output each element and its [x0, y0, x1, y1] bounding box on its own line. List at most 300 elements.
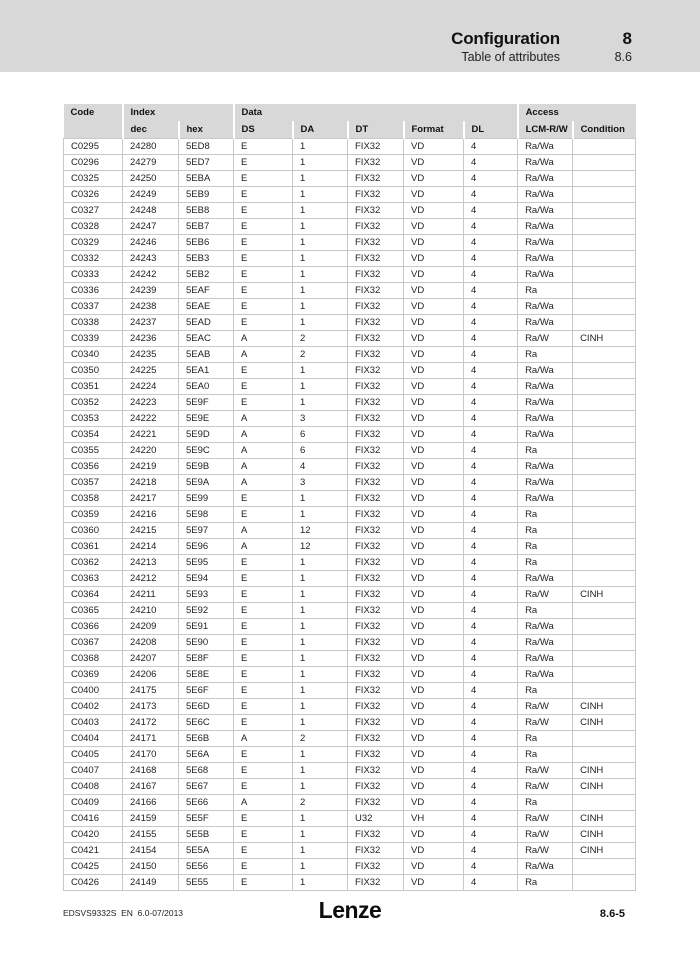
table-cell: C0363: [64, 570, 123, 586]
table-cell: [573, 682, 636, 698]
table-cell: Ra: [518, 746, 573, 762]
table-cell: VD: [404, 186, 464, 202]
table-cell: E: [234, 762, 293, 778]
table-cell: 24219: [123, 458, 179, 474]
table-row: [64, 346, 636, 362]
table-cell: VD: [404, 314, 464, 330]
table-cell: 4: [464, 778, 518, 794]
table-cell: 4: [464, 426, 518, 442]
table-cell: VD: [404, 794, 464, 810]
table-row: [64, 682, 636, 698]
table-cell: [573, 570, 636, 586]
table-cell: VD: [404, 522, 464, 538]
table-cell: 5ED8: [179, 138, 234, 154]
table-cell: 1: [293, 682, 348, 698]
table-cell: 24155: [123, 826, 179, 842]
table-cell: 4: [464, 202, 518, 218]
table-cell: E: [234, 746, 293, 762]
table-cell: 12: [293, 538, 348, 554]
table-cell: 24236: [123, 330, 179, 346]
table-row: [64, 842, 636, 858]
table-row: [64, 170, 636, 186]
table-cell: VD: [404, 538, 464, 554]
table-cell: 24172: [123, 714, 179, 730]
table-cell: FIX32: [348, 506, 404, 522]
table-cell: VD: [404, 730, 464, 746]
table-row: [64, 138, 636, 154]
table-cell: Ra/Wa: [518, 250, 573, 266]
table-cell: E: [234, 506, 293, 522]
table-cell: 4: [464, 698, 518, 714]
table-cell: Ra: [518, 346, 573, 362]
table-cell: VD: [404, 426, 464, 442]
table-cell: E: [234, 154, 293, 170]
table-cell: FIX32: [348, 218, 404, 234]
table-cell: VH: [404, 810, 464, 826]
page-subtitle: Table of attributes: [461, 50, 560, 64]
table-cell: 4: [464, 714, 518, 730]
table-cell: 4: [464, 250, 518, 266]
table-cell: FIX32: [348, 666, 404, 682]
table-cell: A: [234, 794, 293, 810]
table-cell: FIX32: [348, 394, 404, 410]
table-cell: VD: [404, 378, 464, 394]
table-cell: 5EB3: [179, 250, 234, 266]
table-cell: VD: [404, 410, 464, 426]
table-cell: 6: [293, 442, 348, 458]
table-cell: [573, 618, 636, 634]
table-cell: 4: [464, 874, 518, 890]
table-cell: Ra/W: [518, 586, 573, 602]
table-cell: 4: [464, 298, 518, 314]
table-cell: 24168: [123, 762, 179, 778]
table-row: [64, 778, 636, 794]
table-cell: 4: [464, 586, 518, 602]
table-row: [64, 378, 636, 394]
table-cell: C0362: [64, 554, 123, 570]
table-cell: 24149: [123, 874, 179, 890]
table-cell: [573, 218, 636, 234]
table-cell: 1: [293, 394, 348, 410]
table-cell: [573, 186, 636, 202]
table-cell: FIX32: [348, 378, 404, 394]
table-cell: 4: [464, 842, 518, 858]
table-cell: 4: [464, 746, 518, 762]
table-cell: VD: [404, 298, 464, 314]
table-cell: Ra/W: [518, 330, 573, 346]
table-cell: VD: [404, 362, 464, 378]
table-cell: 4: [464, 394, 518, 410]
table-cell: [573, 250, 636, 266]
table-cell: Ra: [518, 602, 573, 618]
table-cell: 24235: [123, 346, 179, 362]
table-row: [64, 858, 636, 874]
table-cell: C0296: [64, 154, 123, 170]
table-cell: E: [234, 314, 293, 330]
table-cell: 1: [293, 362, 348, 378]
table-cell: 1: [293, 618, 348, 634]
document-id: EDSVS9332S EN 6.0-07/2013: [63, 908, 184, 918]
table-cell: 1: [293, 714, 348, 730]
table-cell: E: [234, 618, 293, 634]
table-cell: [573, 746, 636, 762]
table-cell: [573, 442, 636, 458]
table-row: [64, 794, 636, 810]
table-cell: 5EBA: [179, 170, 234, 186]
table-cell: FIX32: [348, 842, 404, 858]
table-cell: A: [234, 346, 293, 362]
table-cell: 5E90: [179, 634, 234, 650]
table-cell: C0366: [64, 618, 123, 634]
table-cell: FIX32: [348, 250, 404, 266]
table-cell: FIX32: [348, 442, 404, 458]
table-cell: 4: [464, 282, 518, 298]
table-cell: C0354: [64, 426, 123, 442]
table-cell: 3: [293, 410, 348, 426]
table-cell: 24213: [123, 554, 179, 570]
table-cell: 5EAF: [179, 282, 234, 298]
table-cell: FIX32: [348, 314, 404, 330]
table-cell: VD: [404, 778, 464, 794]
table-cell: Ra/Wa: [518, 314, 573, 330]
table-cell: [573, 394, 636, 410]
table-cell: C0369: [64, 666, 123, 682]
table-cell: FIX32: [348, 266, 404, 282]
table-cell: C0338: [64, 314, 123, 330]
column-header-condition: Condition: [573, 121, 636, 138]
table-cell: 24207: [123, 650, 179, 666]
section-number: 8.6: [614, 50, 632, 64]
table-cell: Ra/Wa: [518, 138, 573, 154]
table-cell: 5E98: [179, 506, 234, 522]
table-cell: E: [234, 698, 293, 714]
table-cell: FIX32: [348, 234, 404, 250]
table-cell: 1: [293, 282, 348, 298]
table-cell: CINH: [573, 586, 636, 602]
table-row: [64, 650, 636, 666]
table-cell: C0402: [64, 698, 123, 714]
table-cell: 24173: [123, 698, 179, 714]
table-cell: [573, 362, 636, 378]
table-cell: 6: [293, 426, 348, 442]
table-cell: 24221: [123, 426, 179, 442]
column-group-index: Index: [123, 104, 234, 121]
table-cell: 5E68: [179, 762, 234, 778]
table-cell: E: [234, 810, 293, 826]
table-cell: 4: [464, 858, 518, 874]
table-cell: E: [234, 554, 293, 570]
table-cell: FIX32: [348, 682, 404, 698]
table-cell: Ra/Wa: [518, 202, 573, 218]
table-row: [64, 362, 636, 378]
table-cell: FIX32: [348, 874, 404, 890]
table-cell: FIX32: [348, 618, 404, 634]
table-cell: [573, 506, 636, 522]
table-cell: VD: [404, 698, 464, 714]
table-row: [64, 186, 636, 202]
table-cell: E: [234, 266, 293, 282]
table-cell: E: [234, 874, 293, 890]
table-cell: E: [234, 138, 293, 154]
table-cell: 1: [293, 570, 348, 586]
table-cell: E: [234, 298, 293, 314]
table-cell: C0337: [64, 298, 123, 314]
table-cell: C0325: [64, 170, 123, 186]
table-cell: Ra: [518, 682, 573, 698]
table-cell: 4: [464, 634, 518, 650]
table-row: [64, 698, 636, 714]
table-cell: Ra/Wa: [518, 298, 573, 314]
table-row: [64, 570, 636, 586]
table-cell: 4: [464, 314, 518, 330]
table-cell: FIX32: [348, 474, 404, 490]
table-cell: C0340: [64, 346, 123, 362]
table-cell: 4: [464, 538, 518, 554]
table-cell: 4: [464, 138, 518, 154]
table-row: [64, 730, 636, 746]
table-cell: VD: [404, 234, 464, 250]
table-cell: VD: [404, 874, 464, 890]
table-cell: 24248: [123, 202, 179, 218]
table-cell: C0361: [64, 538, 123, 554]
table-cell: 5EAC: [179, 330, 234, 346]
table-row: [64, 314, 636, 330]
table-cell: VD: [404, 858, 464, 874]
table-cell: 4: [464, 570, 518, 586]
table-cell: 1: [293, 698, 348, 714]
table-cell: FIX32: [348, 138, 404, 154]
table-cell: 5E55: [179, 874, 234, 890]
table-subheader-row: [64, 121, 636, 138]
table-cell: E: [234, 634, 293, 650]
table-row: [64, 330, 636, 346]
table-cell: 1: [293, 554, 348, 570]
table-cell: 4: [464, 826, 518, 842]
table-cell: E: [234, 858, 293, 874]
table-cell: 1: [293, 234, 348, 250]
table-cell: A: [234, 538, 293, 554]
table-cell: Ra/Wa: [518, 394, 573, 410]
table-cell: 4: [464, 170, 518, 186]
table-cell: 1: [293, 826, 348, 842]
table-cell: 1: [293, 202, 348, 218]
table-cell: C0329: [64, 234, 123, 250]
table-cell: A: [234, 442, 293, 458]
table-cell: Ra: [518, 554, 573, 570]
table-cell: A: [234, 730, 293, 746]
table-cell: [573, 458, 636, 474]
table-row: [64, 874, 636, 890]
table-cell: 24222: [123, 410, 179, 426]
table-cell: 4: [464, 378, 518, 394]
table-cell: VD: [404, 442, 464, 458]
table-cell: 5E99: [179, 490, 234, 506]
table-cell: VD: [404, 266, 464, 282]
table-cell: E: [234, 394, 293, 410]
table-cell: FIX32: [348, 330, 404, 346]
table-cell: E: [234, 378, 293, 394]
table-cell: 5E91: [179, 618, 234, 634]
table-cell: 4: [464, 682, 518, 698]
table-cell: [573, 266, 636, 282]
table-cell: 1: [293, 218, 348, 234]
table-cell: 4: [464, 730, 518, 746]
table-cell: FIX32: [348, 778, 404, 794]
table-cell: [573, 474, 636, 490]
table-cell: 5E9E: [179, 410, 234, 426]
table-row: [64, 810, 636, 826]
table-cell: 4: [464, 442, 518, 458]
table-cell: 1: [293, 586, 348, 602]
table-cell: C0409: [64, 794, 123, 810]
table-cell: Ra/W: [518, 698, 573, 714]
table-cell: 5EB8: [179, 202, 234, 218]
table-cell: C0360: [64, 522, 123, 538]
table-cell: 24239: [123, 282, 179, 298]
table-cell: FIX32: [348, 858, 404, 874]
table-cell: 2: [293, 794, 348, 810]
table-cell: FIX32: [348, 570, 404, 586]
table-cell: 1: [293, 746, 348, 762]
table-cell: E: [234, 250, 293, 266]
table-cell: C0407: [64, 762, 123, 778]
table-cell: 4: [464, 602, 518, 618]
table-cell: C0355: [64, 442, 123, 458]
table-cell: VD: [404, 170, 464, 186]
table-cell: C0333: [64, 266, 123, 282]
page-number: 8.6-5: [599, 908, 625, 920]
table-cell: 5E5F: [179, 810, 234, 826]
table-cell: VD: [404, 474, 464, 490]
table-cell: FIX32: [348, 522, 404, 538]
table-cell: CINH: [573, 714, 636, 730]
table-cell: FIX32: [348, 426, 404, 442]
table-cell: FIX32: [348, 714, 404, 730]
header-band: [0, 0, 700, 72]
table-cell: 5EAB: [179, 346, 234, 362]
table-cell: C0339: [64, 330, 123, 346]
table-cell: Ra/Wa: [518, 858, 573, 874]
table-cell: Ra: [518, 874, 573, 890]
table-cell: E: [234, 170, 293, 186]
table-cell: 1: [293, 778, 348, 794]
column-group-data: Data: [234, 104, 518, 121]
table-cell: 24150: [123, 858, 179, 874]
table-cell: 5EB6: [179, 234, 234, 250]
table-cell: 24243: [123, 250, 179, 266]
table-cell: 5EAE: [179, 298, 234, 314]
table-row: [64, 282, 636, 298]
table-cell: Ra: [518, 506, 573, 522]
table-cell: 1: [293, 490, 348, 506]
table-row: [64, 442, 636, 458]
table-cell: 4: [464, 506, 518, 522]
column-header-da: DA: [293, 121, 348, 138]
table-cell: 5E5B: [179, 826, 234, 842]
table-cell: 1: [293, 842, 348, 858]
table-cell: C0359: [64, 506, 123, 522]
table-cell: C0327: [64, 202, 123, 218]
table-cell: 5E8E: [179, 666, 234, 682]
table-cell: [573, 522, 636, 538]
table-cell: CINH: [573, 330, 636, 346]
table-cell: 5E94: [179, 570, 234, 586]
table-row: [64, 826, 636, 842]
table-cell: C0351: [64, 378, 123, 394]
table-cell: 4: [464, 154, 518, 170]
table-cell: [573, 314, 636, 330]
table-cell: [573, 234, 636, 250]
table-cell: [573, 490, 636, 506]
table-cell: VD: [404, 218, 464, 234]
table-cell: VD: [404, 714, 464, 730]
table-row: [64, 250, 636, 266]
table-cell: CINH: [573, 826, 636, 842]
table-cell: [573, 298, 636, 314]
table-cell: 24159: [123, 810, 179, 826]
table-cell: Ra/W: [518, 778, 573, 794]
table-cell: FIX32: [348, 698, 404, 714]
table-cell: A: [234, 474, 293, 490]
table-cell: [573, 554, 636, 570]
table-cell: 1: [293, 874, 348, 890]
table-cell: CINH: [573, 842, 636, 858]
table-cell: FIX32: [348, 362, 404, 378]
table-cell: 5E5A: [179, 842, 234, 858]
table-cell: A: [234, 458, 293, 474]
table-cell: 5EAD: [179, 314, 234, 330]
table-cell: 24237: [123, 314, 179, 330]
table-cell: 4: [464, 650, 518, 666]
table-cell: [573, 202, 636, 218]
table-cell: [573, 874, 636, 890]
table-cell: [573, 666, 636, 682]
table-cell: 4: [464, 762, 518, 778]
table-cell: E: [234, 282, 293, 298]
table-cell: A: [234, 426, 293, 442]
table-cell: 4: [464, 522, 518, 538]
table-row: [64, 554, 636, 570]
column-header-lcm-rw: LCM-R/W: [518, 121, 573, 138]
table-cell: 24208: [123, 634, 179, 650]
table-cell: C0421: [64, 842, 123, 858]
table-cell: FIX32: [348, 746, 404, 762]
table-cell: VD: [404, 586, 464, 602]
table-cell: 4: [464, 346, 518, 362]
table-row: [64, 602, 636, 618]
table-row: [64, 154, 636, 170]
table-group-header-row: [64, 104, 636, 121]
table-row: [64, 410, 636, 426]
table-cell: 1: [293, 298, 348, 314]
table-row: [64, 266, 636, 282]
table-cell: 1: [293, 250, 348, 266]
table-row: [64, 426, 636, 442]
table-cell: 5E6C: [179, 714, 234, 730]
table-cell: Ra/Wa: [518, 410, 573, 426]
table-cell: 24280: [123, 138, 179, 154]
table-cell: 3: [293, 474, 348, 490]
table-cell: 1: [293, 650, 348, 666]
table-cell: 1: [293, 506, 348, 522]
table-cell: C0367: [64, 634, 123, 650]
table-cell: 4: [464, 474, 518, 490]
table-cell: E: [234, 650, 293, 666]
table-cell: 5E9B: [179, 458, 234, 474]
page-title: Configuration: [451, 29, 560, 48]
table-cell: 24216: [123, 506, 179, 522]
table-cell: FIX32: [348, 186, 404, 202]
